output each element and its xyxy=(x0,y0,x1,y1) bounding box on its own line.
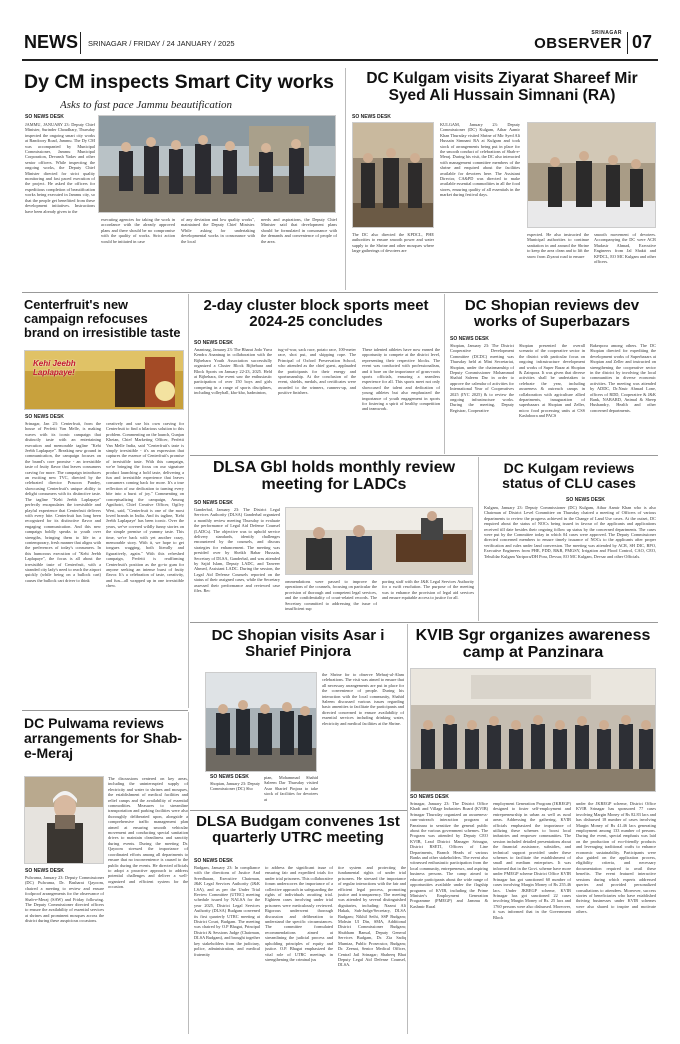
article-body-column: The discussions centered on key areas, including the uninterrupted supply of electricity and water to shrines and mosques, the establishment of medical facilities and relief camps and the availability of essential commodities. Measures to streamline transportation and parking facilities were also thoroughly deliberated upon, alongside a comprehensive traffic management plan aimed at ensuring smooth vehicular movement and conducting special sanitation drives to maintain cleanliness and sanctity during events. During the meeting Dr. Qayoom stressed the importance of coordinated efforts among all departments to ensure that no inconvenience is caused to the public during the events. He directed officials to adopt a proactive approach to address potential challenges and deliver a well-organized and efficient system for the occasion. xyxy=(108,776,188,890)
section-rule xyxy=(190,622,658,623)
article-body-column: employment Generation Program (JKREGP) designed to foster self-employment and entrepreneurship in urban as well as rural areas. Addressing the gathering, KVIB officials emphasized the importance of utilizing these schemes to boost local industries and empower communities. The session included detailed presentations about the financial assistance, subsidies, and technical support provided under these schemes to facilitate the establishment of small and medium enterprises. It was informed that in the Govt. scheme have more under PMEGP scheme District Office KVIB Srinagar has got sanctioned 60 number of cases involving Margin Money of Rs 255.46 lacs. Under JKREGP scheme, KVIB Srinagar has got sanctioned 22 cases involving Margin Money of Rs. 25 lacs and 1760 persons were also disbursed. Moreover, it was informed that in the Government Block xyxy=(493,801,571,920)
article-body-column: JAMMU, JANUARY 23: Deputy Chief Minister, Surinder Choudhary, Thursday inspected the ongoing smart city works at Bandoory Road, Jammu. The Dy CM was accompanied by Municipal Commissioner, Jammu Municipal Corporation, Devansh Yadav and other senior officers. While inspecting the ongoing works, the Deputy Chief Minister directed for strict quality monitoring and fast paced execution of the project. He asked the officers for expeditious completion of beautification works being executed in Jammu city, so that the people get benefitted from these development initiatives. Instructions have been already given to the xyxy=(25,122,95,214)
headline: Centerfruit's new campaign refocuses brand on irresistible taste xyxy=(24,298,181,340)
article-body-column: Anantnag, January 23: The Bharat Jodo Yuva Kendra Anantnag in collaboration with the Bijbehara Youth Association successfully organized a Cluster Block Bijbehara and Block Sports on January 22-23, 2025. Held at Bijbehara, the event saw the enthusiastic participation of over 150 boys and girls competing in a range of sports disciplines, including volleyball, kho-kho, badminton, xyxy=(194,347,272,396)
headline: DC Kulgam reviews status of CLU cases xyxy=(502,461,636,492)
article-body-column: executing agencies for taking the work in accordance with the already approved plans and there should be no compromise with the quality of works. Strict action would be initiated in case xyxy=(101,217,175,244)
article-body-column: Ganderbal, January 23: The District Legal Services Authority (DLSA) Ganderbal organized a monthly review meeting Thursday to evaluate the performance of Legal Aid Defense Counsel (LADCs). The objective was to uphold service delivery standards, identify challenges encountered by the counsels, and discuss strategies for enhancement. The meeting was presided over by Sheikh Babar Hussain, Secretary of DLSA, Ganderbal, and was attended by Sajid Islam, Deputy LADC, and Tanveer Ahmed, Assistant LADC. During the session, the Legal Aid Defense Counsels reported on the status of their assigned cases, while the Secretary assessed their performance and reviewed case files. Rec xyxy=(194,507,280,594)
article-body-column: Pulwama, January 23: Deputy Commissioner (DC) Pulwama, Dr. Basharat Qayoom, chaired a meeting to review and ensure foolproof arrangements for the observance of Shab-e-Meraj (SAW) and Friday following. The Deputy Commissioner directed officers to ensure the availability of essential services at shrines and prominent mosques across the district during these auspicious occasions. xyxy=(25,875,104,924)
desk-credit: SO NEWS DESK xyxy=(410,794,449,800)
desk-credit: SO NEWS DESK xyxy=(194,500,233,506)
section-label: NEWS xyxy=(24,32,78,52)
headline: DC Shopian visits Asar i Sharief Pinjora xyxy=(211,628,385,661)
headline: Dy CM inspects Smart City works xyxy=(24,72,334,93)
article-body-column: needs and aspirations, the Deputy Chief Minister said that development plans should be formulated in consonance with the demands and convenience of people of the area. xyxy=(261,217,337,244)
photo-ad-tagline: Kehi Jeebh Laplapaye! xyxy=(33,359,76,377)
article-body-column: the Shrine for to observe Mehraj-ul-Alam celebrations. The visit was aimed to ensure that all necessary arrangements are put in place for the convenience of people. During his interaction with the local community, Shahid Saleem discussed various issues regarding basic amenities to facilitate the participants and directed concerned to ensure availability of essential services including drinking water, electricity and medical facilities at the Shrine. xyxy=(322,672,404,726)
article-body-column: Shopian, January 23: Deputy Commissioner (DC) Sho xyxy=(210,781,260,792)
article-body-column: to address the significant issue of ensuring fair and expedited trials for under trial prisoners. This collaborative forum underscores the importance of a collective approach in safeguarding the rights of individuals awaiting trial. Eighteen cases involving under trial prisoners were meticulously reviewed. Rigorous underwent thorough discussion and deliberation to understand the specific circumstances. The committee formulated recommendations aimed at streamlining the judicial process and upholding principles of equity and justice. O.P. Bhagat emphasized the vital role of UTRC meetings in strengthening the criminal jus xyxy=(265,865,333,962)
article-body-column: tug-of-war, sack race, potato race, 100-meter race, shot put, and skipping rope. The Principal of Oxford Preservation School, who attended as the chief guest, applauded the participants for their energy and sportsmanship. At the conclusion of the event, shields, medals, and certificates were awarded to the winners, runners-up, and positive finishers. xyxy=(278,347,356,396)
column-rule xyxy=(407,812,408,1034)
photo-shrine-visit xyxy=(352,122,434,228)
article-body-column: pian, Mohammad Shahid Saleem Dar Thursday visited Asar Sharief Pinjora to take stock of facilities for devotees at xyxy=(264,775,318,802)
article-body-column: Srinagar, Jan 23: Centerfruit, from the house of Perfetti Van Melle, is making waves with its iconic campaign that distinctly taste with an entertaining execution and memorable tagline "Kehi Jeebh Laplapaye". Breaking new ground in communication, the campaign focuses on the brand's core promise - an irresistible taste of fruity flavor that leaves consumers craving for more. The campaign introduces an exciting new TVC, directed by the celebrated director Prasoon Pandey, showcasing Centerfruit's unique ability to delight consumers with its distinctive taste. The tagline "Kehi Jeebh Laplapaye" perfectly encapsulates the irresistible and playful experience that Centerfruit delivers with every bite. Centerfruit has long been recognized for its distinctive flavor and engaging communication. And this new campaign boldly speaks to youth over strengths, bringing them to life in a contemporary, fresh manner that aligns with the preferences of today's consumers. In this humorous execution of "Kehi Jeebh Laplapaye", the focus is all about the irresistible taste of Centerfruit, with a stranded city lady's need to reach the airport quickly (while being on a bullock cart) causes the bullock cart driver to think xyxy=(25,421,101,583)
column-rule xyxy=(188,712,189,1034)
headline: DC Kulgam visits Ziyarat Shareef Mir Syed Ali Hussain Simnani (RA) xyxy=(366,71,638,104)
brand-logo: OBSERVER xyxy=(534,35,622,52)
column-rule xyxy=(345,68,346,290)
article-body-column: Kulgam, January 23: Deputy Commissioner (DC) Kulgam, Athar Aamir Khan who is also Chairman of District Level Committee on Thursday chaired a meeting of Officers of various departments to review the progress achieved in the Change of Land Use cases. At the outset, DC enquired about the status of NOCs being issued in favour of the applicants and applications received till date besides their ongoing follow up status by the concerned departments. The cases were put by the Committee today in which 04 cases were approved. The Deputy Commissioner directed concerned members to ensure timely issuance of NOCs to the applicants after proper verification and rules under land conversion. The meeting was attended by ACR, SH DIC, BPO, Executive Engineers from PHE, PDD, R&B, PMGSY, Irrigation and Flood Control, CAO, CEO, Tehsildar Kulgam Yaripora/DH Pora, Devsar, EO MC Kulgam, Devsar and other Officials. xyxy=(484,505,656,559)
photo-dlsa-meeting xyxy=(285,507,473,575)
dateline: SRINAGAR / FRIDAY / 24 JANUARY / 2025 xyxy=(88,39,235,48)
section-rule xyxy=(22,710,188,711)
photo-dc-pulwama xyxy=(24,776,104,864)
article-body-column: tice system and protecting the fundamental rights of under trial prisoners. He stressed the importance of regular interactions with the fair and efficient legal process, promoting justice and transparency. The meeting was attended by several distinguished dignitaries, including: Nazmi Ali Hakak, Sub-Judge/Secretary, DLSA Budgam; Nikhil Sethi, SSP Budgam; Mohsin Ul Din, SMA, Additional District Commissioner Budgam; Shubham Bansal, Deputy General Services Budgam, Dr. Zia Sadiq Mumtaz, Public Prosecutor, Budgam; Dr. Zeenat, Senior Medical Officer, Central Jail Srinagar; Shaheeq Bhat Deputy Legal Aid Defense Counsel, DLSA. xyxy=(338,865,406,968)
desk-credit: SO NEWS DESK xyxy=(194,858,233,864)
article-body-column: creatively and use his own craving for Centerfruit to find a hilarious solution to this problem. Commenting on the launch, Gunjan Khetan, Chief Marketing Officer, Perfetti Van Melle India, said "Centerfruit's taste is simply irresistible - it's an expression that captures the essence of Centerfruit's promise of irresistible taste. With this campaign, we're bringing the focus on our signature product launching a bold taste, delivering a fun and irresistible experience that leaves consumers coming back for more. It's a true reflection of our dedication to turning every bite into a burst of joy." Commenting on conceptualizing the campaign, Anurag Agnihotri, Chief Creative Officer, Ogilvy West, said, "Centerfruit is one of the most loved brands in India. And its tagline, 'Kehi Jeebh Laplapaye' has been iconic. Over the years, we've covered wildly funny stories on the simple premise of yummy taste. This time, we're back with yet another crazy, memorable story. With it, we hope to get tongues wagging, both literally and figuratively, again." With this refreshed campaign, Perfetti is reaffirming Centerfruit's position as the go-to gum for anyone seeking an intense burst of fruity flavor. It's a celebration of taste, creativity, and fun—all wrapped up in one irresistible chew. xyxy=(106,421,184,589)
article-body-column: under the JKREGP scheme, District Office KVIB Srinagar has sponsored 77 cases involving Margin Money of Rs 82.83 lacs and has disbursed 18 number of cases involving Margin Money of Rs 41.46 lacs generating employment among 133 number of persons. During the event, special emphasis was laid on the production of eco-friendly products and leveraging traditional crafts to enhance economic sustainability. Participants were also guided on the application process, eligibility criteria, and necessary documentation required to avail these benefits. The event featured interactive sessions during which experts addressed queries and provided personalized consultations to attendees. Moreover, success stories of beneficiaries who have established thriving businesses under KVIB schemes were also shared to inspire and motivate others. xyxy=(576,801,656,915)
article-body-column: Bakerpora among others. The DC Shopian directed for expediting the development works of Superbazars at Shopian and Zeller and instructed on strengthening the cooperative sector in the district by involving the local communities in diverse economic activities. The meeting was attended by ADDC, Dr.Nasir Ahmad Lone, officers of RDD, Cooperative & J&K Bank, NABARD, Animal & Sheep Husbandry, Health and other concerned departments. xyxy=(590,343,656,413)
masthead-divider xyxy=(80,32,81,54)
article-body-column: Shopian, January 23: The District Cooperative Development Committee (DCDC) meeting was Thursday held at Mini Secretariat, Shopian, under the chairmanship of Deputy Commissioner Mohammad Shahid Saleem Dar in order to approve the calendar of activities for International Year of Cooperatives 2025 (IYC 2025) & to review the ongoing infrastructure works. During the meeting, Deputy Registrar, Cooperative xyxy=(450,343,514,413)
article-body-column: of any deviation and low quality works", maintained the Deputy Chief Minister. While asking for undertaking developmental works in consonance with the local xyxy=(181,217,255,244)
article-body-column: porting staff with the J&K Legal Services Authority for a swift resolution. The purpose of the meeting was to enhance the provision of legal aid services and ensure equitable access to justice for all. xyxy=(382,579,474,601)
article-body-column: smooth movement of devotees. Accompanying the DC were ACR Mudasir Ahmad, Executive Engineers from Jal Shakti and KPDCL, EO MC Kulgam and other officers. xyxy=(594,232,656,265)
article-body-column: KULGAM, January 23: Deputy Commissioner (DC) Kulgam, Athar Aamir Khan Thursday visited Shrine of Mir Syed Ali Hussain Simnani RA at Kulgam and took stock of arrangements being put in place for the smooth conduct of celebrations of Shab-e-Meraj. During his visit, the DC also interacted with management committee members of the shrine and enquired about the facilities available for devotees here. The Assistant Director, CA&PD was directed to make available essential commodities in all the food stores, ensuring quality of all essentials in the market during festival days. xyxy=(440,122,520,198)
article-body-column: The DC also directed the KPDCL, PHE authorities to ensure smooth power and water supply to the Shrine and other mosques where large gatherings of devotees are xyxy=(352,232,434,254)
desk-credit: SO NEWS DESK xyxy=(566,497,605,503)
photo-shrine-exterior xyxy=(527,122,656,228)
headline: DC Shopian reviews dev works of Superbazars xyxy=(464,298,640,331)
headline: DC Pulwama reviews arrangements for Shab-e-Meraj xyxy=(24,716,182,762)
column-rule xyxy=(478,457,479,621)
column-rule xyxy=(444,294,445,454)
headline: KVIB Sgr organizes awareness camp at Panzinara xyxy=(415,627,651,662)
headline: DLSA Gbl holds monthly review meeting for LADCs xyxy=(212,459,456,494)
headline: DLSA Budgam convenes 1st quarterly UTRC meeting xyxy=(196,814,400,847)
desk-credit: SO NEWS DESK xyxy=(25,868,64,874)
desk-credit: SO NEWS DESK xyxy=(352,114,391,120)
article-body-column: Budgam, January 23: In compliance with the directions of Justice And Sreedharan, Executive Chairman, J&K Legal Services Authority (J&K LSA), and as per the Under Trial Review Committee (UTRC) meeting schedule issued by NALSA for the year 2025, District Legal Services Authority (DLSA) Budgam convened its first quarterly UTRC meeting at District Court, Budgam. The meeting was chaired by O.P Bhagat, Principal District & Sessions Judge (Chairman, DLSA Budgam), and brought together key stakeholders from the judiciary, police, administration, and medical fraternity xyxy=(194,865,260,957)
page-number: 07 xyxy=(632,32,653,52)
article-body-column: expected. He also instructed the Municipal authorities to continue sanitation in and around the Shrine to keep the area clean and to lift the snow from Ziyarat road to ensure xyxy=(527,232,589,259)
headline: 2-day cluster block sports meet 2024-25 concludes xyxy=(203,298,429,331)
desk-credit: SO NEWS DESK xyxy=(25,114,64,120)
photo-centerfruit-ad xyxy=(24,350,184,410)
section-rule xyxy=(190,810,407,811)
desk-credit: SO NEWS DESK xyxy=(210,774,249,780)
masthead-divider xyxy=(627,32,628,54)
brand-top: SRINAGAR xyxy=(591,30,622,36)
photo-kvib-camp xyxy=(410,668,656,792)
section-rule xyxy=(190,455,658,456)
article-body-column: Shopian presented the overall scenario of the cooperative sector in the district with particular focus on ongoing infrastructure development and works of Super Bazar at Shopian & Zainpora. It was given that diverse activities shall be undertaken to celebrate the year, including awareness & outreach camps in collaboration with agriculture allied departments, inauguration of superbazars at Shopian and Zeller, micro food processing units at CSS Kashdoora and PACS xyxy=(519,343,585,419)
desk-credit: SO NEWS DESK xyxy=(194,340,233,346)
photo-smart-city-inspection xyxy=(98,115,336,213)
desk-credit: SO NEWS DESK xyxy=(450,336,489,342)
article-body-column: ommendations were passed to improve the operations of the counsels, focusing on particular the provision of thorough and competent legal services, and the confidentiality of court-related records. The Secretary committed to addressing the issue of insufficient sup xyxy=(285,579,377,612)
desk-credit: SO NEWS DESK xyxy=(25,414,64,420)
masthead-rule xyxy=(22,59,658,61)
column-rule xyxy=(407,624,408,812)
article-body-column: Srinagar, January 23: The District Office Khadi and Village Industries Board (KVIB) Srinagar Thursday organized an awareness-cum-outreach interaction program at Panzinara to sensitize the general public about the various government schemes. The Program was attended by Deputy CEO KVIB, Lead District Manager Srinagar, District RSETI, Officers of Line Departments, Branch Heads of various Banks and other stakeholders. The event also witnessed enthusiastic participation from the local community, entrepreneurs, and aspiring business persons. The camp aimed to educate participants about the wide range of opportunities available under the flagship programs of KVIB, including the Prime Minister's Employment Generation Programme (PMEGP) and Jammu & Kashmir Rural xyxy=(410,801,488,909)
masthead xyxy=(22,30,658,60)
photo-asar-sharief-visit xyxy=(205,672,317,772)
column-rule xyxy=(188,294,189,708)
article-body-column: These talented athletes have now earned the opportunity to compete at the district level, representing their respective blocks. The event was conducted with professionalism, and it bore on the importance of grass-roots sports officials, ensuring a seamless experience for all. This sports meet not only showcased the talent and dedication of young athletes but also emphasized the importance of youth engagement in sports for fostering a spirit of healthy competition and teamwork. xyxy=(362,347,440,412)
section-rule xyxy=(22,292,658,293)
subheadline: Asks to fast pace Jammu beautification xyxy=(60,99,232,111)
